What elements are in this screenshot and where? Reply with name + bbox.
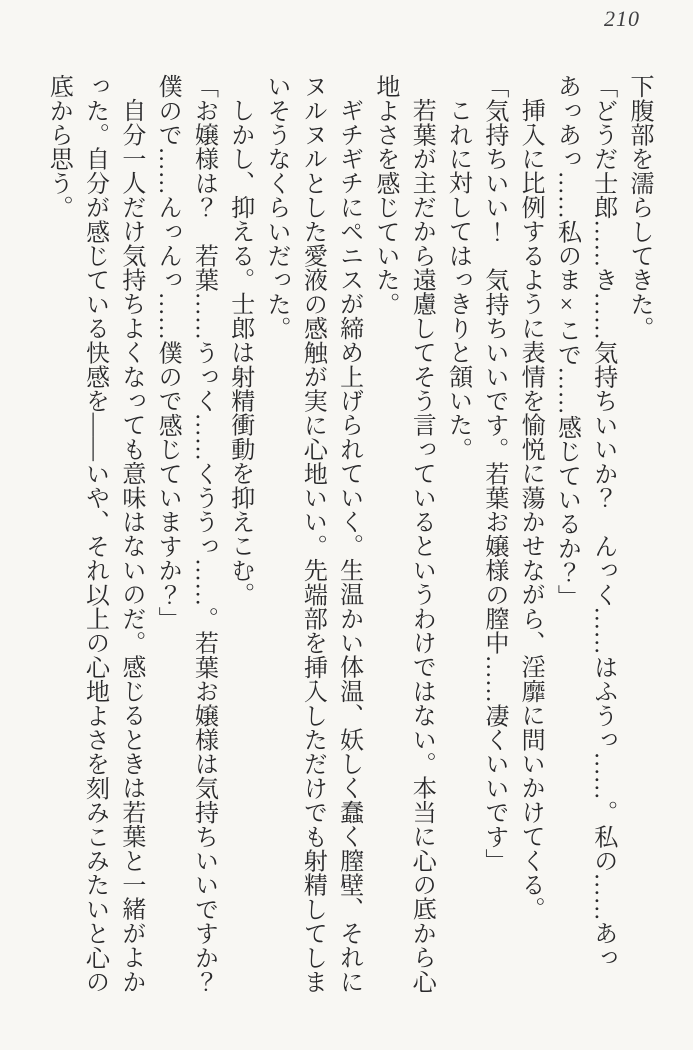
text-column-4: 挿入に比例するように表情を愉悦に蕩かせながら、淫靡に問いかけてくる。 bbox=[517, 98, 544, 921]
text-column-14: 僕ので……んっんっ……僕ので感じていますか？」 bbox=[154, 74, 181, 631]
text-column-5: 「気持ちいい！ 気持ちいいです。若葉お嬢様の膣中……凄くいいです」 bbox=[480, 74, 507, 873]
text-column-10: ヌルヌルとした愛液の感触が実に心地いい。先端部を挿入しただけでも射精してしま bbox=[299, 74, 326, 994]
text-column-2: 「どうだ士郎……き……気持ちいいか？ んっく……はふうっ……。私の……あっ bbox=[589, 74, 616, 970]
text-column-1: 下腹部を濡らしてきた。 bbox=[626, 74, 652, 341]
text-column-3: あっあっ……私のま×こで……感じているか？」 bbox=[553, 74, 580, 609]
text-column-17: 底から思う。 bbox=[45, 74, 72, 220]
page-number: 210 bbox=[604, 6, 640, 31]
vertical-text-block bbox=[40, 74, 657, 1016]
text-column-12: しかし、抑える。士郎は射精衝動を抑えこむ。 bbox=[226, 98, 253, 607]
text-column-8: 地よさを感じていた。 bbox=[371, 74, 398, 316]
text-column-9: ギチギチにペニスが締め上げられていく。生温かい体温、妖しく蠢く膣壁、それに bbox=[335, 98, 362, 994]
text-column-7: 若葉が主だから遠慮してそう言っているというわけではない。本当に心の底から心 bbox=[408, 98, 435, 994]
text-column-16: った。自分が感じている快感を――いや、それ以上の心地よさを刻みこみたいと心の bbox=[81, 74, 108, 994]
text-column-11: いそうなくらいだった。 bbox=[263, 74, 290, 341]
text-column-6: これに対してはっきりと頷いた。 bbox=[444, 98, 471, 461]
text-column-15: 自分一人だけ気持ちよくなっても意味はないのだ。感じるときは若葉と一緒がよか bbox=[117, 98, 144, 994]
text-column-13: 「お嬢様は？ 若葉……うっく……くううっ……。若葉お嬢様は気持ちいいですか？ bbox=[190, 74, 217, 994]
